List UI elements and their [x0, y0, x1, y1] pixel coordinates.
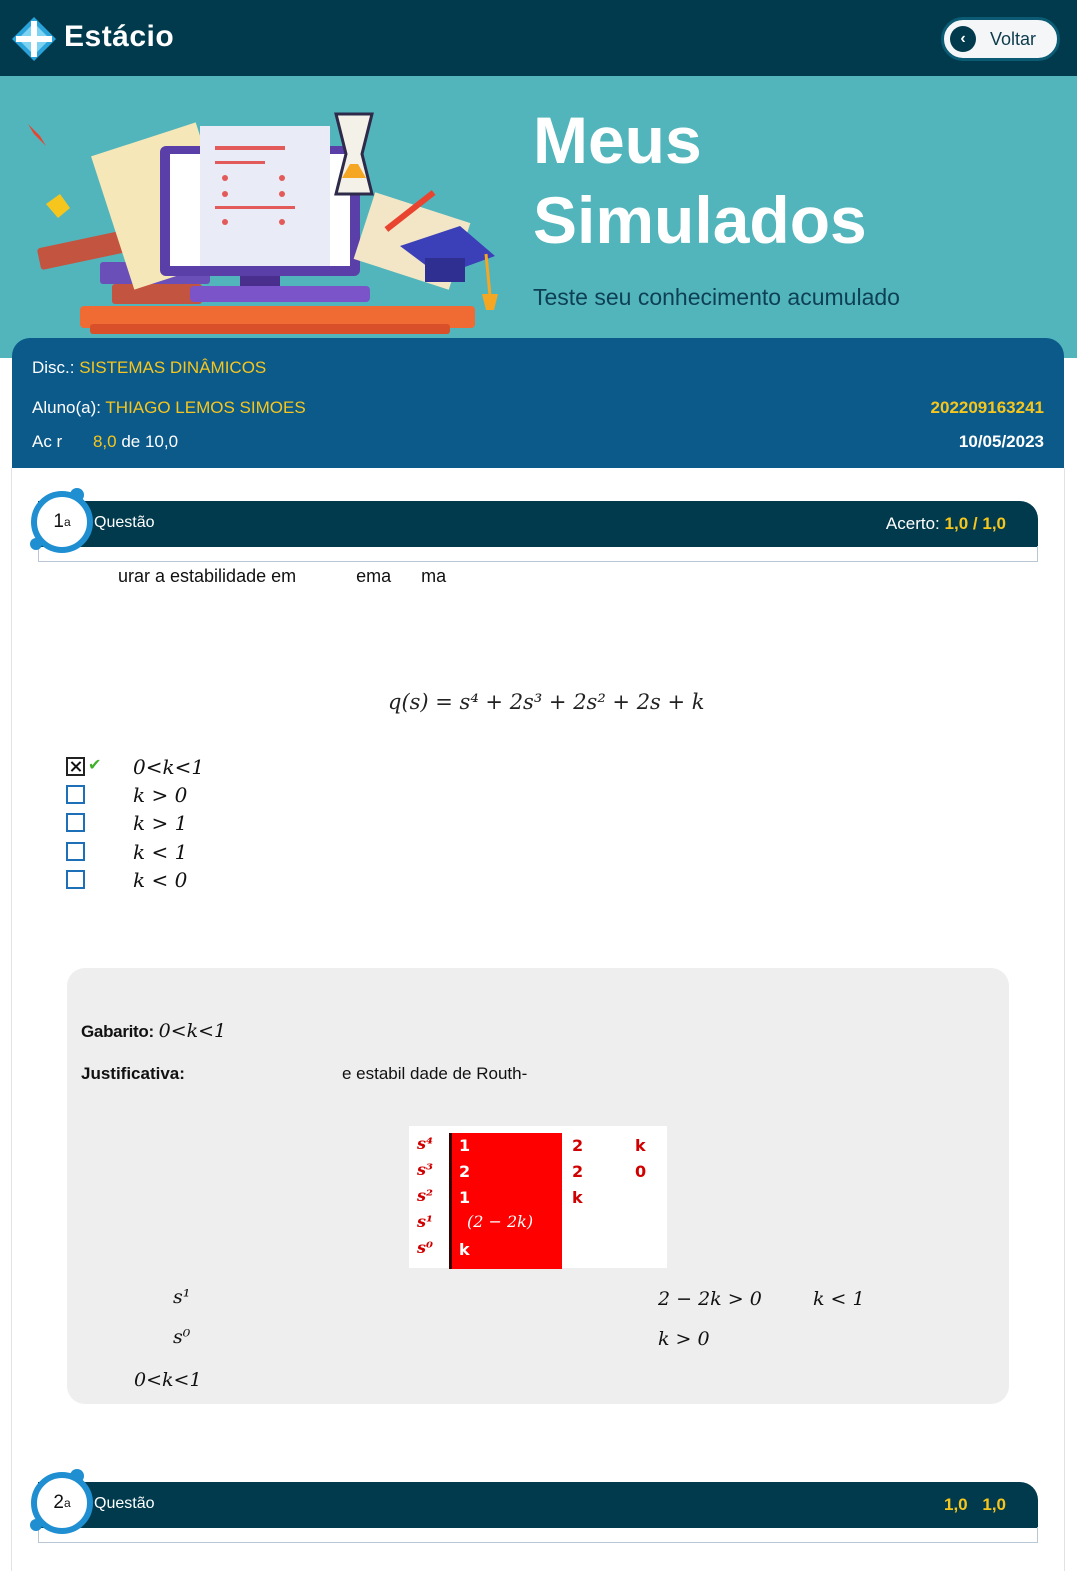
question-number-ordinal: a [63, 515, 71, 529]
page-title-line2: Simulados [533, 183, 867, 257]
routh-cell: (2 − 2k) [467, 1212, 534, 1231]
routh-cell: 1 [459, 1188, 471, 1207]
routh-cell: 2 [572, 1136, 584, 1155]
question-score [886, 514, 1006, 534]
question-score-total: 1,0 [982, 514, 1006, 533]
question-header [38, 1482, 1038, 1528]
study-illustration-icon [20, 96, 520, 346]
exam-date: 10/05/2023 [958, 432, 1044, 451]
justificativa-label: Justificativa: [81, 1064, 185, 1083]
chevron-left-icon: ‹ [950, 26, 976, 52]
routh-power: s⁰ [417, 1238, 434, 1257]
answer-option[interactable] [66, 840, 466, 864]
page-subtitle: Teste seu conhecimento acumulado [533, 284, 900, 310]
estacio-logo-icon [10, 15, 58, 63]
question-formula: q(s) = s⁴ + 2s³ + 2s² + 2s + k [388, 690, 705, 714]
answer-option[interactable] [66, 783, 466, 807]
routh-power: s² [417, 1186, 434, 1205]
condition-inequality: k > 0 [658, 1328, 710, 1350]
checkbox[interactable] [66, 870, 85, 889]
score-value: 8,0 [92, 432, 117, 451]
routh-power: s⁴ [417, 1134, 434, 1153]
answer-option[interactable] [66, 868, 466, 892]
correct-check-icon: ✔ [88, 757, 102, 774]
question-score [944, 1495, 1006, 1515]
question-score-total: 1,0 [982, 1495, 1006, 1514]
condition-power: s¹ [173, 1286, 191, 1308]
answer-option-text: k < 1 [133, 840, 188, 864]
student-label: Aluno(a): [32, 398, 101, 417]
routh-cell: k [635, 1136, 646, 1155]
hero-banner [0, 76, 1077, 358]
student-name: THIAGO LEMOS SIMOES [105, 398, 306, 417]
top-bar [0, 0, 1077, 76]
checkbox[interactable] [66, 813, 85, 832]
question-header-underline [38, 546, 1038, 562]
page-title-line1: Meus [533, 103, 702, 177]
question-score-sep: / [972, 514, 978, 533]
answer-option-text: 0<k<1 [133, 755, 205, 779]
answer-option[interactable] [66, 755, 466, 779]
back-button-label: Voltar [990, 28, 1037, 49]
routh-cell: 0 [635, 1162, 647, 1181]
discipline-label: Disc.: [32, 358, 75, 377]
justificativa-text: e estabil dade de Routh- [342, 1064, 528, 1083]
answer-option[interactable] [66, 811, 466, 835]
question-header-underline [38, 1527, 1038, 1543]
question-label: Questão [94, 1495, 155, 1512]
question-score-value: 1,0 [943, 1495, 968, 1514]
question-header [38, 501, 1038, 547]
answer-option-text: k < 0 [133, 868, 188, 892]
routh-cell: 2 [459, 1162, 471, 1181]
routh-cell: 2 [572, 1162, 584, 1181]
answer-explanation-box [67, 968, 1009, 1404]
condition-inequality: 2 − 2k > 0 [658, 1288, 762, 1310]
score-row [32, 432, 178, 452]
score-total: de 10,0 [121, 432, 179, 451]
gabarito-value: 0<k<1 [158, 1020, 227, 1042]
conclusion: 0<k<1 [134, 1369, 202, 1391]
routh-power: s³ [417, 1160, 434, 1179]
student-id: 202209163241 [930, 398, 1044, 417]
student-row [32, 398, 306, 418]
routh-table [409, 1126, 667, 1268]
exam-info-panel [12, 338, 1064, 468]
question-score-label: Acerto: [885, 514, 940, 533]
answer-option-text: k > 0 [133, 783, 188, 807]
question-score-value: 1,0 [944, 514, 969, 533]
question-number: 1 [53, 511, 64, 532]
question-label: Questão [94, 514, 155, 531]
condition-power: s⁰ [173, 1326, 191, 1348]
condition-result: k < 1 [813, 1288, 865, 1310]
question-number-badge [31, 1472, 93, 1534]
routh-power: s¹ [417, 1212, 434, 1231]
routh-cell: k [459, 1240, 470, 1259]
brand-name: Estácio [64, 20, 175, 53]
score-label: Ac r [32, 432, 63, 451]
discipline-value: SISTEMAS DINÂMICOS [79, 358, 267, 377]
answer-option-text: k > 1 [133, 811, 188, 835]
gabarito [81, 1020, 226, 1042]
question-number: 2 [53, 1492, 64, 1513]
routh-cell: k [572, 1188, 583, 1207]
discipline-row [32, 358, 266, 378]
back-button[interactable] [941, 17, 1060, 61]
page-title [533, 100, 867, 260]
selected-checkbox[interactable] [66, 757, 85, 776]
question-text: urar a estabilidade em ema ma [118, 566, 447, 586]
checkbox[interactable] [66, 842, 85, 861]
checkbox[interactable] [66, 785, 85, 804]
question-number-badge [31, 491, 93, 553]
gabarito-label: Gabarito: [81, 1022, 154, 1041]
routh-cell: 1 [459, 1136, 471, 1155]
question-number-ordinal: a [63, 1496, 71, 1510]
